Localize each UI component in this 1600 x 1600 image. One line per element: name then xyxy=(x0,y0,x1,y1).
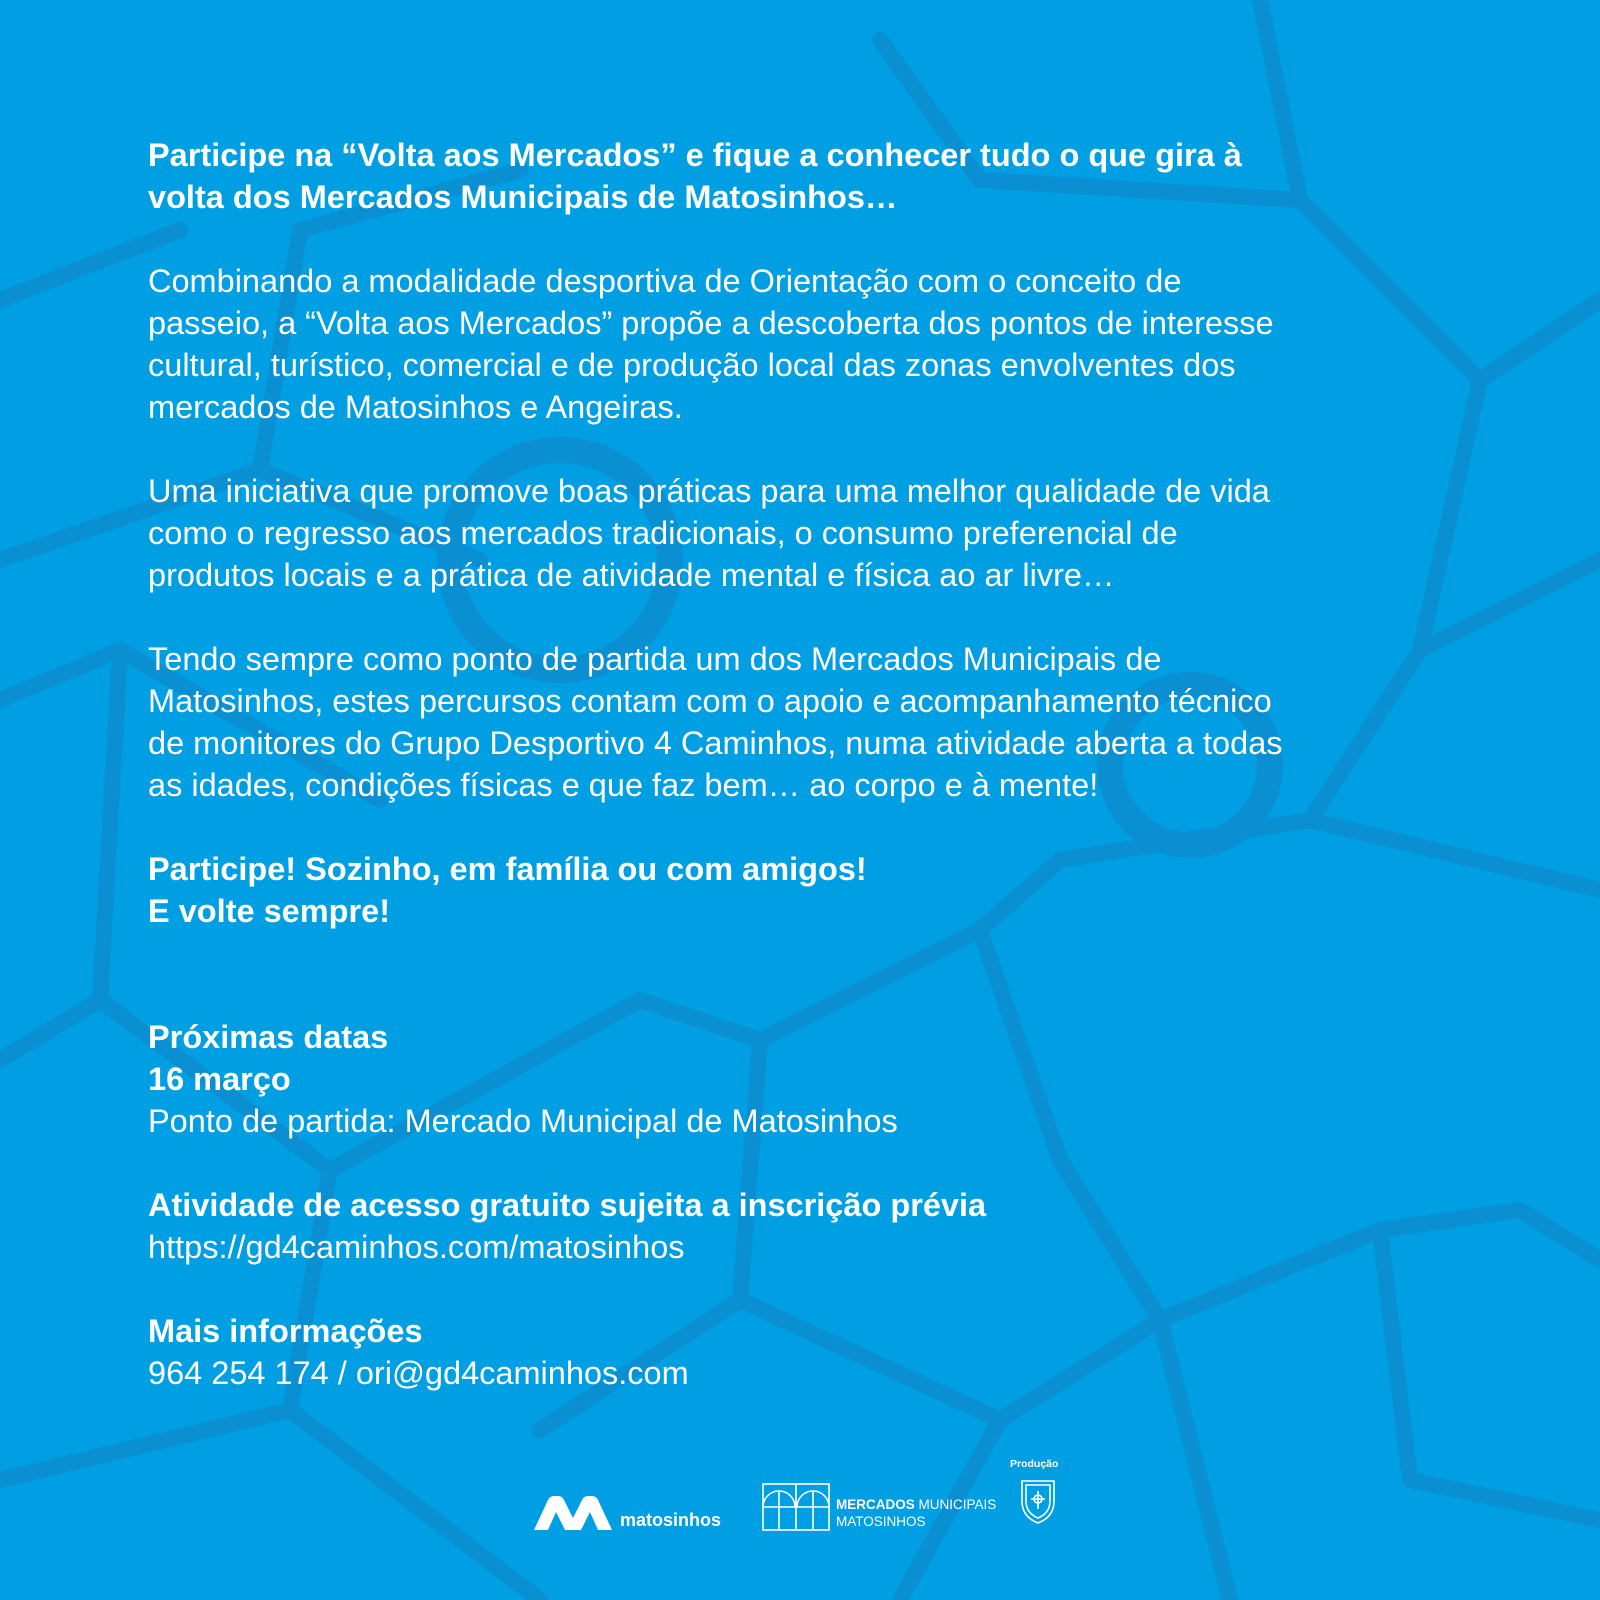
start-point: Ponto de partida: Mercado Municipal de Matosinhos xyxy=(148,1103,898,1139)
paragraph-1-line: mercados de Matosinhos e Angeiras. xyxy=(148,389,683,425)
intro-heading-line-1: Participe na “Volta aos Mercados” e fique a conhecer tudo o que gira à xyxy=(148,137,1242,173)
production-label: Produção xyxy=(1010,1458,1059,1470)
contact-info: 964 254 174 / ori@gd4caminhos.com xyxy=(148,1355,689,1391)
next-date: 16 março xyxy=(148,1061,291,1097)
mercados-municipais-logo-text xyxy=(836,1496,996,1530)
paragraph-3-line: Tendo sempre como ponto de partida um dos Mercados Municipais de xyxy=(148,641,1162,677)
registration-heading: Atividade de acesso gratuito sujeita a inscrição prévia xyxy=(148,1187,987,1223)
grupo-desportivo-crest-icon xyxy=(1020,1477,1056,1525)
mercados-logo-light: MUNICIPAIS xyxy=(914,1497,997,1512)
mercados-municipais-logo-icon xyxy=(762,1483,830,1531)
callout-line-1: Participe! Sozinho, em família ou com amigos! xyxy=(148,851,867,887)
paragraph-1-line: Combinando a modalidade desportiva de Orientação com o conceito de xyxy=(148,263,1182,299)
paragraph-2-line: Uma iniciativa que promove boas práticas para uma melhor qualidade de vida xyxy=(148,473,1270,509)
paragraph-3-line: de monitores do Grupo Desportivo 4 Caminhos, numa atividade aberta a todas xyxy=(148,725,1283,761)
more-info-heading: Mais informações xyxy=(148,1313,423,1349)
intro-heading-line-2: volta dos Mercados Municipais de Matosinhos… xyxy=(148,179,898,215)
next-dates-heading: Próximas datas xyxy=(148,1019,389,1055)
paragraph-1-line: passeio, a “Volta aos Mercados” propõe a descoberta dos pontos de interesse xyxy=(148,305,1274,341)
callout-line-2: E volte sempre! xyxy=(148,893,391,929)
matosinhos-logo-text: matosinhos xyxy=(620,1510,722,1530)
paragraph-3-line: Matosinhos, estes percursos contam com o apoio e acompanhamento técnico xyxy=(148,683,1272,719)
paragraph-1-line: cultural, turístico, comercial e de produção local das zonas envolventes dos xyxy=(148,347,1236,383)
registration-url[interactable]: https://gd4caminhos.com/matosinhos xyxy=(148,1229,685,1265)
matosinhos-logo-icon xyxy=(534,1496,612,1530)
paragraph-2-line: produtos locais e a prática de atividade mental e física ao ar livre… xyxy=(148,557,1115,593)
paragraph-3-line: as idades, condições físicas e que faz bem… ao corpo e à mente! xyxy=(148,767,1099,803)
paragraph-2-line: como o regresso aos mercados tradicionais, o consumo preferencial de xyxy=(148,515,1178,551)
mercados-logo-bold: MERCADOS xyxy=(836,1497,915,1512)
mercados-logo-line2: MATOSINHOS xyxy=(836,1514,926,1529)
main-text-block xyxy=(148,134,1468,1394)
